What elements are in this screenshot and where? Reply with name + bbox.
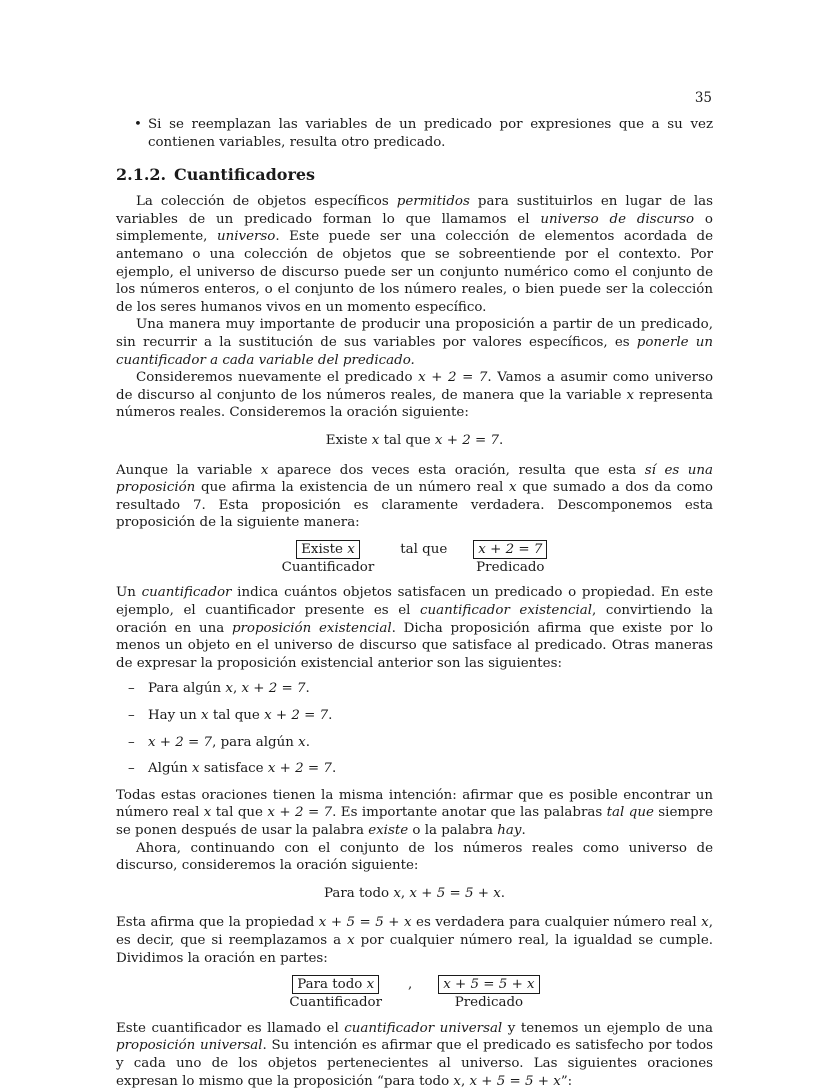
emphasis: sí es una proposición [116, 462, 713, 496]
paragraph-universal-explanation [116, 914, 713, 967]
text: . [331, 761, 337, 777]
page-body [116, 116, 713, 1090]
quantifier-box [296, 540, 360, 559]
text: , convirtiendo la oración en una [116, 603, 713, 636]
text: Para todo [297, 977, 367, 993]
text: y tenemos un ejemplo de una [502, 1020, 713, 1036]
math: x + 2 = 7 [267, 805, 333, 821]
text: Todas estas oraciones tienen la misma intención: afirmar que es posible encontrar un número real [116, 787, 713, 821]
math: x [453, 1073, 461, 1089]
math: x + 5 = 5 + x [409, 885, 501, 901]
paragraph-quantifier-intro [116, 316, 713, 369]
math: x [347, 541, 355, 557]
text: indica cuántos objetos satisfacen un predicado o propiedad. En este ejemplo, el cuantificador presente es el [116, 585, 713, 619]
math: x [626, 387, 635, 403]
text: por cualquier número real, la igualdad se cumple. Dividimos la oración en partes: [116, 932, 713, 966]
text: o simplemente, [116, 211, 713, 245]
emphasis: existe [368, 823, 409, 838]
dash-icon: – [128, 734, 135, 750]
bullet-text: Si se reemplazan las variables de un predicado por expresiones que a su vez contienen variables, resulta otro predicado. [148, 117, 713, 150]
math: x + 5 = 5 + x [443, 977, 535, 993]
list-item [116, 680, 713, 698]
list-item [116, 734, 713, 752]
quantifier-label: Cuantificador [289, 995, 382, 1011]
text: Algún [148, 761, 193, 777]
text: que sumado a dos da como resultado 7. Esta proposición es claramente verdadera. Descomponemos esta proposición de la siguiente manera: [116, 480, 713, 531]
dash-icon: – [128, 708, 135, 724]
text: Aunque la variable [116, 462, 261, 478]
text: Hay un [148, 708, 201, 724]
emphasis: universo [217, 229, 276, 245]
text: Este cuantificador es llamado el [116, 1020, 345, 1036]
text: . [500, 885, 506, 901]
math: x [260, 462, 269, 478]
math: x [203, 805, 212, 821]
text: , es decir, que si reemplazamos a [116, 915, 713, 948]
text: . Su intención es afirmar que el predicado es satisfecho por todos y cada uno de los objetos pertenecientes al universo. Las siguientes oraciones expresan lo mismo que la proposición “para todo [116, 1038, 713, 1089]
math: x + 2 = 7 [478, 541, 543, 557]
text: Para todo [323, 885, 394, 901]
predicate-box [438, 975, 539, 994]
math: x + 5 = 5 + x [469, 1073, 561, 1089]
paragraph-existential-intent [116, 787, 713, 840]
text: tal que [379, 432, 435, 448]
math: x [225, 681, 233, 697]
dash-icon: – [128, 761, 135, 777]
predicate-label: Predicado [454, 995, 524, 1011]
text: representa números reales. Consideremos la oración siguiente: [116, 387, 713, 421]
predicate-part [473, 540, 547, 577]
math: x [347, 932, 355, 948]
breakdown-universal [116, 975, 713, 1012]
display-existential [116, 432, 713, 450]
paragraph-existential-explanation [116, 462, 713, 532]
section-title: Cuantificadores [174, 165, 316, 185]
text: o la palabra [408, 823, 498, 838]
breakdown-existential [116, 540, 713, 577]
math: x [508, 480, 517, 496]
text: ”: [560, 1073, 573, 1089]
math: x [298, 734, 306, 750]
predicate-label: Predicado [476, 559, 545, 575]
text: Existe [301, 541, 348, 557]
paragraph-quantifier-definition [116, 584, 713, 672]
text: Existe [325, 432, 372, 448]
page-number: 35 [694, 90, 712, 106]
math: x [201, 708, 209, 724]
text: . Es importante anotar que las palabras [332, 805, 607, 821]
text: es verdadera para cualquier número real [411, 915, 702, 931]
text: , [460, 1073, 470, 1089]
math: x [371, 432, 380, 448]
math: x + 2 = 7 [418, 370, 488, 386]
text: Un [116, 585, 142, 601]
text: que afirma la existencia de un número real [195, 480, 509, 496]
emphasis: proposición existencial [231, 620, 392, 636]
quantifier-box [292, 975, 379, 994]
math: x + 2 = 7 [267, 761, 332, 777]
emphasis: permitidos [396, 194, 470, 210]
text: tal que [208, 708, 265, 724]
text: aparece dos veces esta oración, resulta que esta [268, 462, 645, 478]
math: x + 2 = 7 [434, 432, 499, 448]
paragraph-predicate [116, 369, 713, 422]
connector-text: , [407, 977, 413, 993]
text: Esta afirma que la propiedad [116, 915, 319, 931]
text: La colección de objetos específicos [136, 194, 397, 210]
text: , [232, 681, 242, 697]
text: , para algún [212, 734, 299, 750]
emphasis: hay [497, 823, 522, 838]
math: x [366, 977, 375, 993]
math: x + 2 = 7 [241, 681, 306, 697]
existential-alternatives-list [116, 680, 713, 777]
text: . [305, 734, 310, 750]
section-heading [116, 165, 713, 185]
paragraph-universal-intro: Ahora, continuando con el conjunto de los números reales como universo de discurso, consideremos la oración siguiente: [116, 840, 713, 874]
section-number: 2.1.2. [116, 165, 167, 185]
text: tal que [211, 805, 268, 821]
intro-bullet [116, 116, 713, 151]
emphasis: universo de discurso [540, 211, 695, 227]
predicate-part [438, 975, 539, 1012]
paragraph-universal-definition [116, 1020, 713, 1090]
display-universal [116, 885, 713, 903]
text: Una manera muy importante de producir una proposición a partir de un predicado, sin recurrir a la sustitución de sus variables por valores específicos, es [116, 317, 713, 350]
quantifier-part [289, 975, 382, 1012]
text: para sustituirlos en lugar de las variables de un predicado forman lo que llamamos el [116, 194, 714, 227]
text: , [400, 885, 410, 901]
emphasis: proposición universal [116, 1038, 263, 1054]
bullet-icon: • [134, 117, 142, 132]
text: . Este puede ser una colección de elementos acordada de antemano o una colección de objetos que se sobreentiende por el contexto. Por ejemplo, el universo de discurso puede ser un conjunto numérico como el conjunto de los números enteros, o el conjunto de los número reales, o bien puede ser la colección de los seres humanos vivos en un momento específico. [116, 229, 714, 315]
math: x + 2 = 7 [148, 734, 213, 750]
emphasis: cuantificador [141, 585, 232, 601]
connector-text: tal que [400, 541, 448, 557]
math: x [393, 885, 401, 901]
quantifier-label: Cuantificador [281, 559, 375, 575]
text: satisface [199, 761, 268, 777]
list-item [116, 707, 713, 725]
list-item [116, 760, 713, 778]
text: . Vamos a asumir como universo de discurso al conjunto de los números reales, de manera que la variable [116, 370, 714, 403]
dash-icon: – [128, 681, 135, 697]
text: . [498, 432, 504, 448]
math: x + 2 = 7 [264, 708, 329, 724]
predicate-box [473, 540, 547, 559]
math: x + 5 = 5 + x [318, 915, 412, 931]
text: Para algún [148, 681, 226, 697]
math: x [701, 915, 709, 931]
math: x [192, 761, 200, 777]
emphasis: ponerle un cuantificador a cada variable del predicado. [116, 334, 713, 368]
text: . [328, 708, 333, 724]
emphasis: cuantificador universal [344, 1020, 503, 1036]
text: siempre se ponen después de usar la palabra [116, 805, 713, 838]
text: . [305, 681, 310, 697]
text: . [521, 823, 526, 838]
quantifier-part [282, 540, 375, 577]
text: Consideremos nuevamente el predicado [136, 370, 419, 386]
emphasis: tal que [606, 805, 654, 821]
paragraph-universe [116, 193, 713, 316]
text: . Dicha proposición afirma que existe por lo menos un objeto en el universo de discurso que satisface al predicado. Otras maneras de expresar la proposición existencial anterior son las siguientes: [116, 620, 713, 671]
emphasis: cuantificador existencial [420, 603, 593, 619]
